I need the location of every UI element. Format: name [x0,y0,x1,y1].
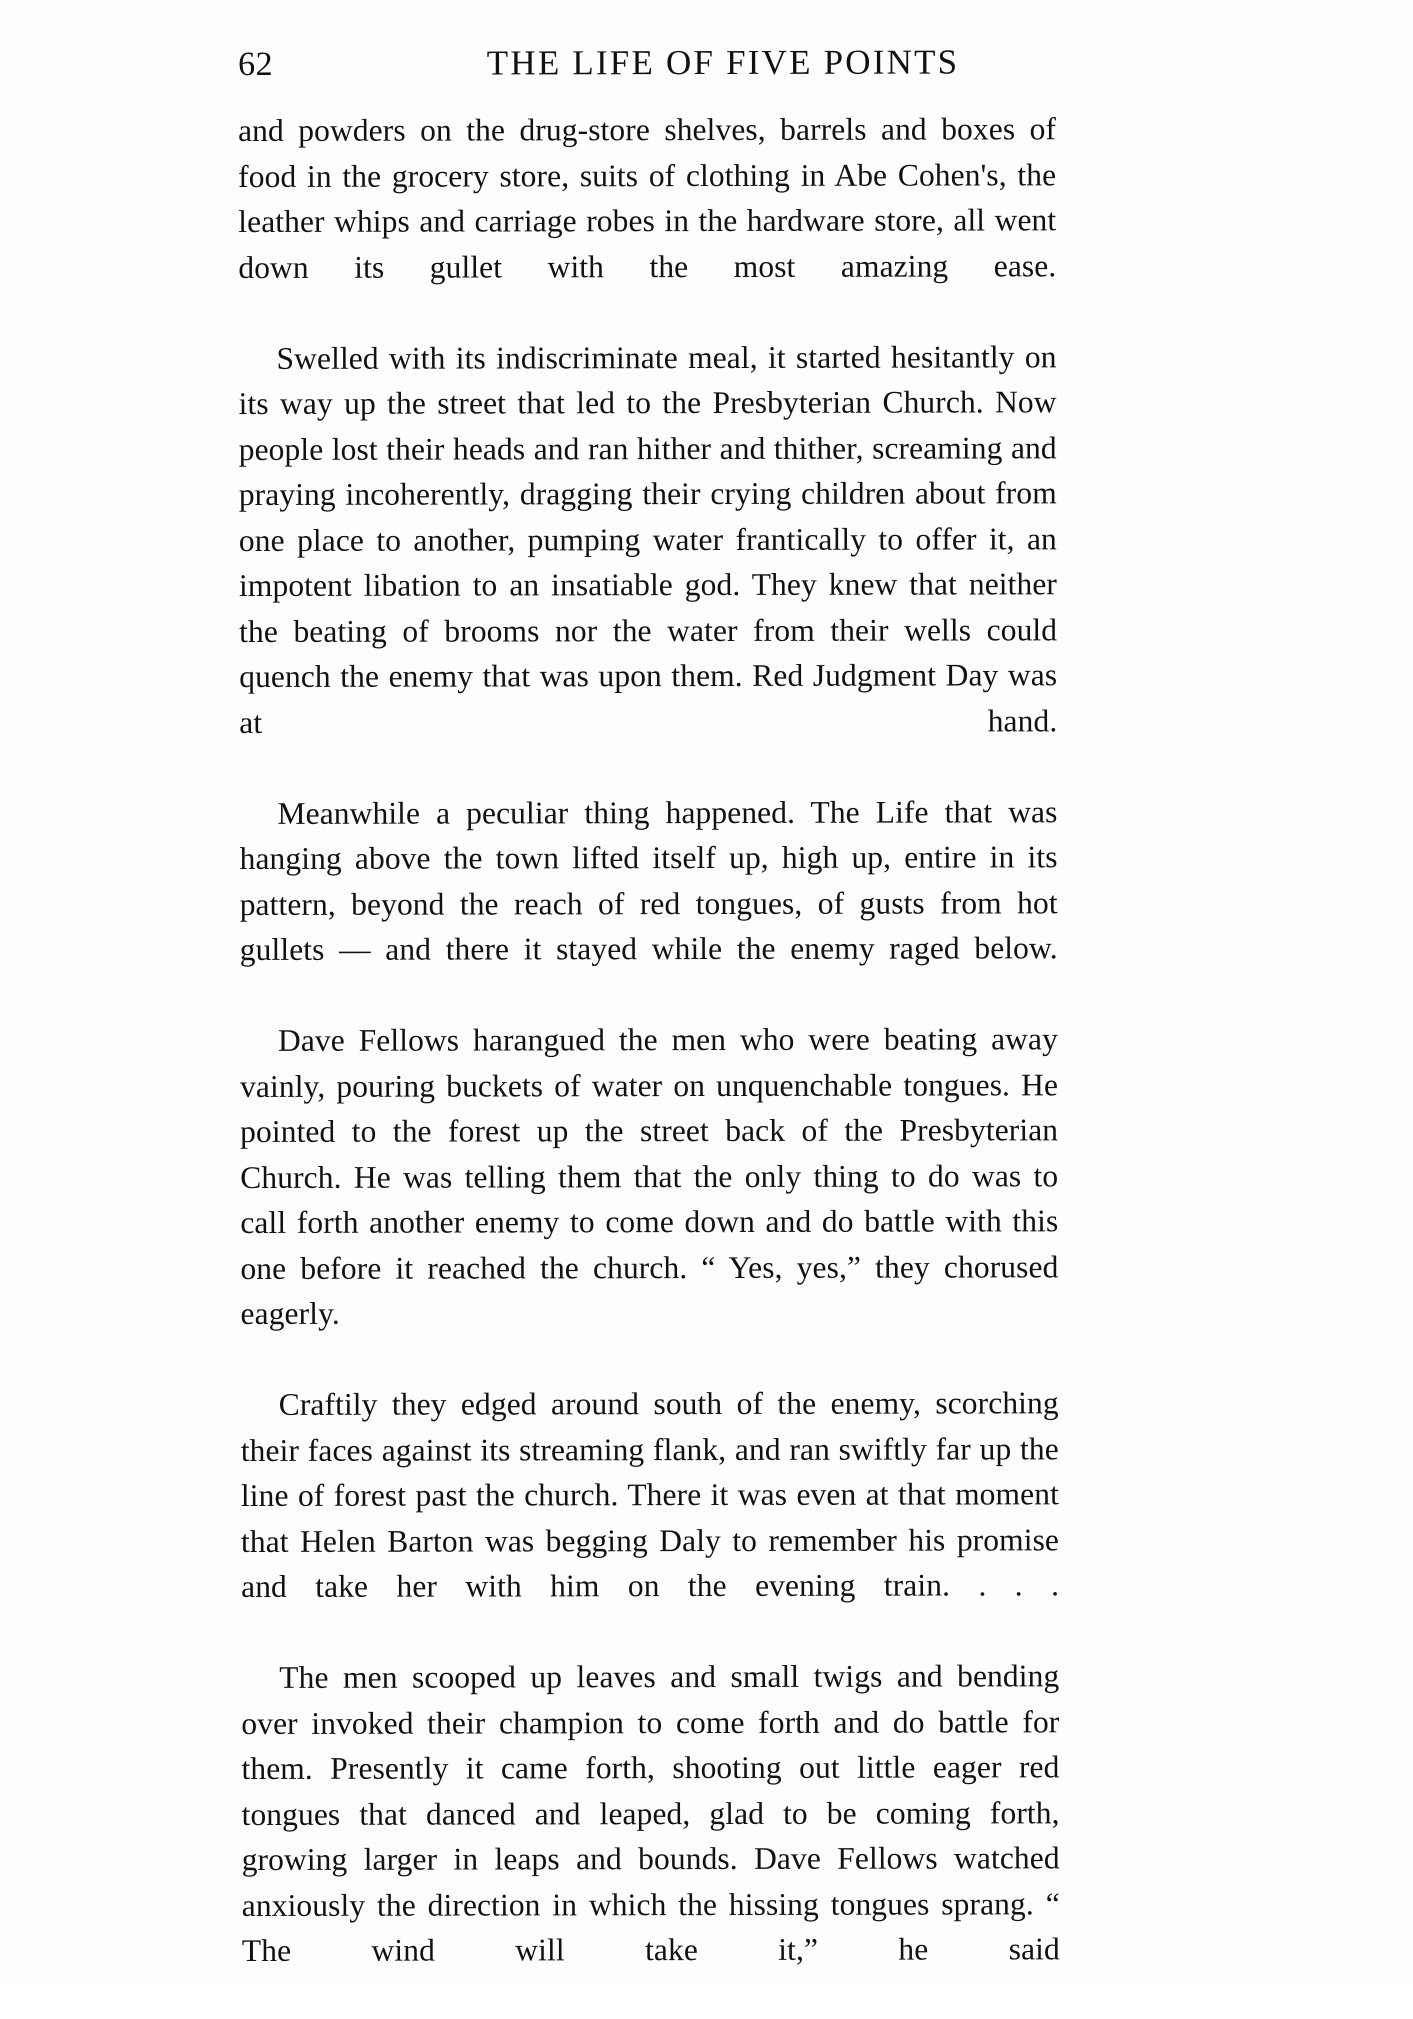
paragraph: The men scooped up leaves and small twigs and bending over invoked their champion to come forth and do battle for them. Presently it came forth, shooting out little eager red tongues that danced and leaped, glad to be coming forth, growing larger in leaps and bounds. Dave Fellows watched anxiously the direction in which the hissing tongues sprang. “ The wind will take it,” he said [241,1658,1060,1968]
paragraph: Craftily they edged around south of the enemy, scorching their faces against its streaming flank, and ran swiftly far up the line of forest past the church. There it was even at that moment that Helen Barton was begging Daly to remember his promise and take her with him on the evening train. . . . [240,1385,1060,1604]
page-number: 62 [238,45,274,83]
paragraph: Swelled with its indiscriminate meal, it started hesitantly on its way up the street that led to the Presbyterian Church. Now people lost their heads and ran hither and thither, screaming and praying incoherently, dragging their crying children about from one place to another, pumping water frantically to offer it, an impotent libation to an insatiable god. They knew that neither the beating of brooms nor the water from their wells could quench the enemy that was upon them. Red Judgment Day was at hand. [238,338,1058,740]
page-header [238,42,1178,88]
paragraph: and powders on the drug-store shelves, barrels and boxes of food in the grocery store, suits of clothing in Abe Cohen's, the leather whips and carriage robes in the hardware store, all went down its gullet with the most amazing ease. [238,111,1057,285]
running-title: THE LIFE OF FIVE POINTS [486,42,960,83]
page-body [238,106,1060,2019]
paragraph: Meanwhile a peculiar thing happened. The Life that was hanging above the town lifted itself up, high up, entire in its pattern, beyond the reach of red tongues, of gusts from hot gullets — and there it stayed while the enemy raged below. [239,793,1058,967]
paragraph: Dave Fellows harangued the men who were beating away vainly, pouring buckets of water on unquenchable tongues. He pointed to the forest up the street back of the Presbyterian Church. He was telling them that the only thing to do was to call forth another enemy to come down and do battle with this one before it reached the church. “ Yes, yes,” they chorused eagerly. [240,1021,1059,1331]
